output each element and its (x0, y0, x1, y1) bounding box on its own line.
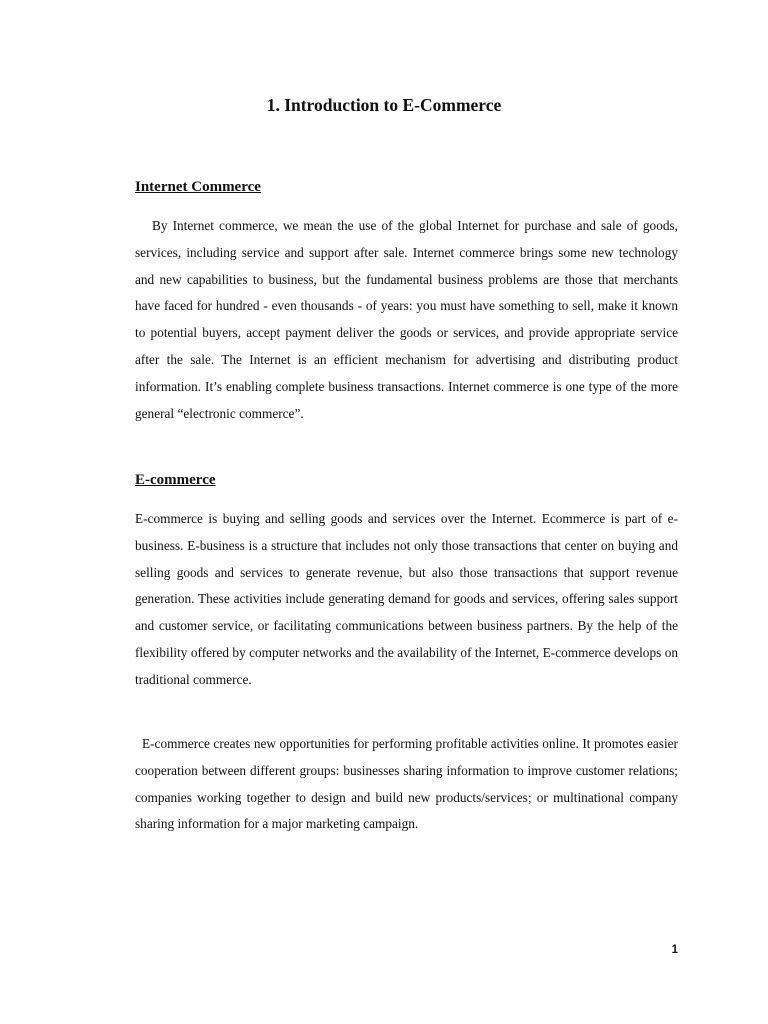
e-commerce-paragraph-1: E-commerce is buying and selling goods and services over the Internet. Ecommerce is part of e-business. E-business is a structure that includes not only those transactions that center on buying and selling goods and services to generate revenue, but also those transactions that support revenue generation. These activities include generating demand for goods and services, offering sales support and customer service, or facilitating communications between business partners. By the help of the flexibility offered by computer networks and the availability of the Internet, E-commerce develops on traditional commerce. (135, 511, 678, 687)
page-title: 1. Introduction to E-Commerce (266, 95, 502, 115)
section-heading-e-commerce: E-commerce (135, 472, 216, 488)
page-number: 1 (671, 944, 678, 956)
e-commerce-paragraph-2: E-commerce creates new opportunities for performing profitable activities online. It promotes easier cooperation between different groups: businesses sharing information to improve customer relations; companies working together to design and build new products/services; or multinational company sharing information for a major marketing campaign. (135, 736, 678, 832)
section-heading-internet-commerce: Internet Commerce (135, 179, 261, 195)
internet-commerce-paragraph: By Internet commerce, we mean the use of the global Internet for purchase and sale of goods, services, including service and support after sale. Internet commerce brings some new technology and new capabilities to business, but the fundamental business problems are those that merchants have faced for hundred - even thousands - of years: you must have something to sell, make it known to potential buyers, accept payment deliver the goods or services, and provide appropriate service after the sale. The Internet is an efficient mechanism for advertising and distributing product information. It’s enabling complete business transactions. Internet commerce is one type of the more general “electronic commerce”. (135, 218, 678, 421)
